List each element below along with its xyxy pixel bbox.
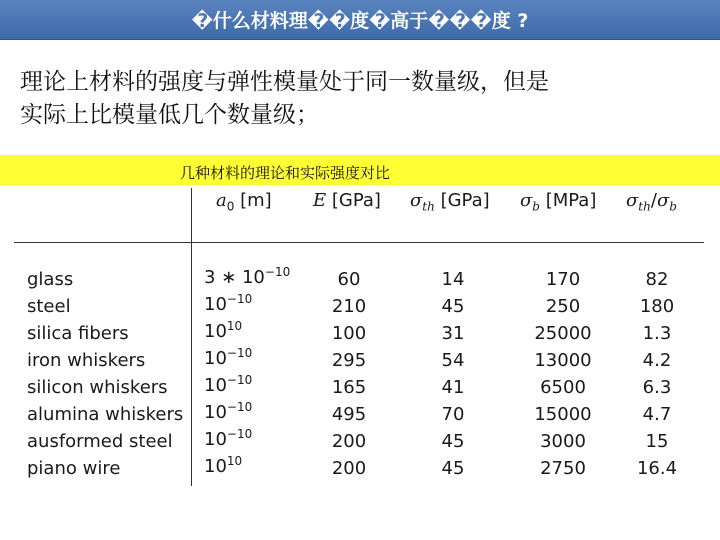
row-a0-base: 10 — [204, 402, 227, 423]
row-sigma-b: 13000 — [534, 350, 592, 371]
header-e — [313, 190, 381, 211]
row-sigma-th: 14 — [441, 269, 465, 290]
header-e-unit: [GPa] — [326, 190, 381, 211]
row-sigma-th: 45 — [441, 431, 465, 452]
table-caption: 几种材料的理论和实际强度对比 — [180, 164, 391, 182]
row-sigma-b: 15000 — [534, 404, 592, 425]
header-a0-unit: [m] — [234, 190, 272, 211]
row-a0-exponent: −10 — [226, 373, 253, 387]
row-material: steel — [27, 296, 71, 317]
row-a0-exponent: −10 — [226, 346, 253, 360]
header-sigma-th-symbol: σ — [410, 190, 423, 211]
row-sigma-th: 31 — [441, 323, 465, 344]
row-ratio: 16.4 — [636, 458, 678, 479]
row-sigma-th: 70 — [441, 404, 465, 425]
header-sigma-th-unit: [GPa] — [434, 190, 490, 211]
row-sigma-th: 41 — [441, 377, 465, 398]
header-sigma-th-sub: th — [422, 199, 435, 214]
row-a0-exponent: −10 — [226, 400, 253, 414]
row-ratio: 15 — [645, 431, 669, 452]
row-sigma-b: 170 — [545, 269, 581, 290]
header-ratio-symbol-1: σ — [626, 190, 639, 211]
row-ratio: 1.3 — [642, 323, 672, 344]
row-E: 200 — [331, 458, 367, 479]
intro-text — [20, 66, 700, 132]
row-ratio: 82 — [645, 269, 669, 290]
row-sigma-b: 25000 — [534, 323, 592, 344]
intro-line-2: 实际上比模量低几个数量级； — [20, 102, 319, 128]
row-ratio: 4.7 — [642, 404, 672, 425]
row-material: piano wire — [27, 458, 121, 479]
header-a0-sub: 0 — [226, 199, 235, 214]
header-sigma-b — [520, 190, 596, 214]
row-E: 60 — [337, 269, 361, 290]
header-a0 — [216, 190, 272, 214]
row-a0 — [204, 400, 252, 423]
row-material: alumina whiskers — [27, 404, 184, 425]
row-a0-exponent: 10 — [226, 454, 243, 468]
header-sigma-th — [410, 190, 490, 214]
header-ratio — [626, 190, 677, 214]
header-sigma-b-unit: [MPa] — [539, 190, 597, 211]
row-ratio: 180 — [639, 296, 675, 317]
row-E: 210 — [331, 296, 367, 317]
row-a0-base: 10 — [204, 429, 227, 450]
row-E: 295 — [331, 350, 367, 371]
row-E: 200 — [331, 431, 367, 452]
header-ratio-slash: / — [650, 190, 657, 211]
row-a0-exponent: −10 — [226, 427, 253, 441]
table-horizontal-rule — [14, 242, 704, 243]
row-a0-exponent: 10 — [226, 319, 243, 333]
row-a0-base: 10 — [204, 456, 227, 477]
row-a0-base: 10 — [204, 375, 227, 396]
row-a0 — [204, 265, 290, 288]
slide-title: �什么材料理��度�高于���度 ? — [191, 10, 529, 32]
row-E: 165 — [331, 377, 367, 398]
row-a0 — [204, 373, 252, 396]
row-a0-base: 3 ∗ 10 — [204, 267, 265, 288]
row-sigma-th: 45 — [441, 296, 465, 317]
slide-title-bar — [0, 0, 720, 40]
row-material: glass — [27, 269, 74, 290]
row-E: 495 — [331, 404, 367, 425]
row-a0 — [204, 346, 252, 369]
table-vertical-rule — [191, 188, 192, 486]
header-ratio-sub-2: b — [669, 199, 677, 214]
header-e-symbol: E — [313, 190, 327, 211]
header-sigma-b-sub: b — [532, 199, 540, 214]
row-a0-exponent: −10 — [264, 265, 291, 279]
row-a0-base: 10 — [204, 294, 227, 315]
row-material: silica fibers — [27, 323, 129, 344]
row-sigma-th: 54 — [441, 350, 465, 371]
row-sigma-b: 250 — [545, 296, 581, 317]
row-a0-base: 10 — [204, 321, 227, 342]
row-sigma-b: 6500 — [540, 377, 586, 398]
row-a0 — [204, 454, 242, 477]
row-a0-exponent: −10 — [226, 292, 253, 306]
header-sigma-b-symbol: σ — [520, 190, 533, 211]
row-a0 — [204, 427, 252, 450]
row-sigma-th: 45 — [441, 458, 465, 479]
row-material: ausformed steel — [27, 431, 173, 452]
header-ratio-symbol-2: σ — [656, 190, 670, 211]
row-sigma-b: 2750 — [540, 458, 586, 479]
row-a0 — [204, 319, 242, 342]
row-sigma-b: 3000 — [540, 431, 586, 452]
row-ratio: 4.2 — [642, 350, 672, 371]
row-material: silicon whiskers — [27, 377, 168, 398]
row-a0-base: 10 — [204, 348, 227, 369]
header-a0-symbol: a — [216, 190, 227, 211]
header-ratio-sub-1: th — [638, 199, 651, 214]
row-E: 100 — [331, 323, 367, 344]
row-material: iron whiskers — [27, 350, 146, 371]
row-ratio: 6.3 — [642, 377, 672, 398]
intro-line-1: 理论上材料的强度与弹性模量处于同一数量级，但是 — [20, 69, 549, 95]
row-a0 — [204, 292, 252, 315]
